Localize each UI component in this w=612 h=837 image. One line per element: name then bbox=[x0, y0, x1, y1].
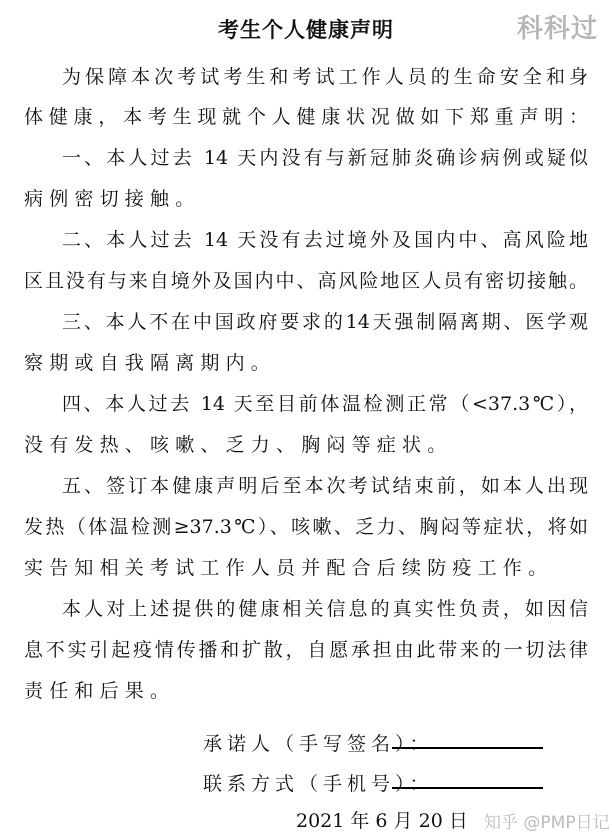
paragraph-line: 一、本人过去 14 天内没有与新冠肺炎确诊病例或疑似 bbox=[62, 147, 588, 169]
paragraph-line: 发热（体温检测≥37.3℃）、咳嗽、乏力、胸闷等症状，将如 bbox=[24, 516, 588, 538]
paragraph-line: 实告知相关考试工作人员并配合后续防疫工作。 bbox=[24, 557, 554, 579]
paragraph-line: 二、本人过去 14 天没有去过境外及国内中、高风险地 bbox=[62, 229, 588, 251]
paragraph-line: 四、本人过去 14 天至目前体温检测正常（<37.3℃）， bbox=[62, 393, 588, 415]
signature-field[interactable] bbox=[392, 747, 543, 749]
paragraph-line: 息不实引起疫情传播和扩散，自愿承担由此带来的一切法律 bbox=[24, 639, 588, 661]
document-title: 考生个人健康声明 bbox=[218, 18, 394, 42]
paragraph-line: 病例密切接触。 bbox=[24, 188, 201, 210]
paragraph-line: 五、签订本健康声明后至本次考试结束前，如本人出现 bbox=[62, 475, 588, 497]
paragraph-line: 体健康，本考生现就个人健康状况做如下郑重声明： bbox=[24, 106, 588, 128]
signer-label: 承诺人（手写签名）： bbox=[203, 733, 434, 755]
date: 2021 年 6 月 20 日 bbox=[296, 810, 468, 832]
paragraph-line: 没有发热、咳嗽、乏力、胸闷等症状。 bbox=[24, 434, 453, 456]
watermark-bottom: 知乎 @PMP日记 bbox=[484, 813, 610, 833]
paragraph-line: 三、本人不在中国政府要求的14天强制隔离期、医学观 bbox=[62, 311, 588, 333]
paragraph-line: 区且没有与来自境外及国内中、高风险地区人员有密切接触。 bbox=[24, 270, 588, 292]
paragraph-line: 察期或自我隔离期内。 bbox=[24, 352, 277, 374]
phone-label: 联系方式（手机号）： bbox=[203, 773, 434, 795]
phone-field[interactable] bbox=[392, 787, 543, 789]
paragraph-line: 为保障本次考试考生和考试工作人员的生命安全和身 bbox=[62, 66, 588, 88]
paragraph-line: 本人对上述提供的健康相关信息的真实性负责，如因信 bbox=[62, 598, 588, 620]
paragraph-line: 责任和后果。 bbox=[24, 680, 176, 702]
watermark-logo: 科科过 bbox=[516, 14, 598, 44]
